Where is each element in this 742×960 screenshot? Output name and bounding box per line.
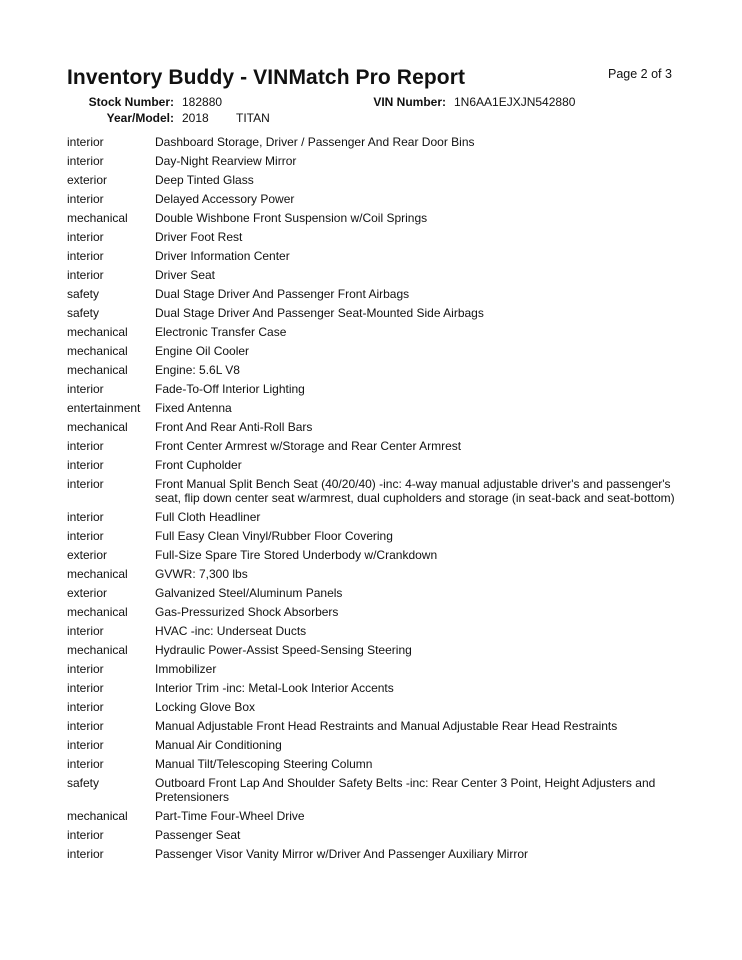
- feature-description: Full Cloth Headliner: [155, 510, 261, 524]
- feature-row: [67, 546, 697, 565]
- year-model-row: [0, 111, 742, 127]
- feature-category: safety: [67, 287, 100, 301]
- feature-description: Delayed Accessory Power: [155, 192, 295, 206]
- feature-row: [67, 285, 697, 304]
- feature-description: Full Easy Clean Vinyl/Rubber Floor Covering: [155, 529, 393, 543]
- feature-description: Fade-To-Off Interior Lighting: [155, 382, 305, 396]
- feature-category: interior: [67, 681, 104, 695]
- feature-description: Fixed Antenna: [155, 401, 232, 415]
- feature-category: interior: [67, 529, 104, 543]
- feature-row: [67, 755, 697, 774]
- feature-row: [67, 361, 697, 380]
- feature-description: Dashboard Storage, Driver / Passenger And Rear Door Bins: [155, 135, 475, 149]
- stock-number-row: [0, 95, 742, 111]
- feature-category: mechanical: [67, 325, 128, 339]
- feature-row: [67, 380, 697, 399]
- feature-category: interior: [67, 249, 104, 263]
- feature-category: mechanical: [67, 363, 128, 377]
- feature-category: exterior: [67, 173, 108, 187]
- feature-category: interior: [67, 624, 104, 638]
- feature-row: [67, 399, 697, 418]
- feature-row: [67, 736, 697, 755]
- feature-description: Galvanized Steel/Aluminum Panels: [155, 586, 343, 600]
- feature-row: [67, 622, 697, 641]
- feature-category: interior: [67, 439, 104, 453]
- feature-row: [67, 679, 697, 698]
- model-value: TITAN: [236, 111, 270, 125]
- feature-row: [67, 228, 697, 247]
- feature-row: [67, 641, 697, 660]
- feature-row: [67, 152, 697, 171]
- feature-description: Deep Tinted Glass: [155, 173, 254, 187]
- feature-category: interior: [67, 192, 104, 206]
- feature-row: [67, 190, 697, 209]
- feature-description: Manual Tilt/Telescoping Steering Column: [155, 757, 373, 771]
- feature-row: [67, 508, 697, 527]
- feature-category: safety: [67, 776, 100, 790]
- feature-description: Driver Seat: [155, 268, 216, 282]
- feature-description: Interior Trim -inc: Metal-Look Interior Accents: [155, 681, 394, 695]
- feature-row: [67, 845, 697, 864]
- feature-category: interior: [67, 700, 104, 714]
- feature-description: Locking Glove Box: [155, 700, 256, 714]
- feature-category: interior: [67, 477, 104, 491]
- feature-row: [67, 584, 697, 603]
- feature-description: Day-Night Rearview Mirror: [155, 154, 297, 168]
- feature-category: exterior: [67, 548, 108, 562]
- feature-category: mechanical: [67, 211, 128, 225]
- vin-number-value: 1N6AA1EJXJN542880: [454, 95, 576, 109]
- feature-category: interior: [67, 458, 104, 472]
- feature-category: interior: [67, 154, 104, 168]
- feature-category: safety: [67, 306, 100, 320]
- feature-description: Front Cupholder: [155, 458, 242, 472]
- feature-row: [67, 209, 697, 228]
- feature-description: Dual Stage Driver And Passenger Front Airbags: [155, 287, 410, 301]
- feature-description: GVWR: 7,300 lbs: [155, 567, 248, 581]
- feature-category: interior: [67, 135, 104, 149]
- feature-row: [67, 437, 697, 456]
- feature-category: interior: [67, 268, 104, 282]
- feature-row: [67, 247, 697, 266]
- feature-description: Manual Air Conditioning: [155, 738, 282, 752]
- feature-category: interior: [67, 757, 104, 771]
- feature-row: [67, 717, 697, 736]
- stock-number-label: Stock Number:: [88, 95, 174, 109]
- feature-description: Front And Rear Anti-Roll Bars: [155, 420, 313, 434]
- feature-description: Double Wishbone Front Suspension w/Coil Springs: [155, 211, 428, 225]
- feature-description: Manual Adjustable Front Head Restraints and Manual Adjustable Rear Head Restraints: [155, 719, 618, 733]
- feature-description: Part-Time Four-Wheel Drive: [155, 809, 305, 823]
- feature-category: interior: [67, 382, 104, 396]
- feature-row: [67, 660, 697, 679]
- feature-row: [67, 565, 697, 584]
- feature-row: [67, 807, 697, 826]
- feature-category: interior: [67, 510, 104, 524]
- feature-category: entertainment: [67, 401, 141, 415]
- feature-description: Engine: 5.6L V8: [155, 363, 240, 377]
- feature-row: [67, 475, 697, 508]
- feature-row: [67, 456, 697, 475]
- feature-row: [67, 304, 697, 323]
- feature-description: Immobilizer: [155, 662, 217, 676]
- feature-description: Front Center Armrest w/Storage and Rear Center Armrest: [155, 439, 462, 453]
- feature-row: [67, 418, 697, 437]
- feature-category: interior: [67, 662, 104, 676]
- feature-row: [67, 342, 697, 361]
- feature-description: Hydraulic Power-Assist Speed-Sensing Steering: [155, 643, 412, 657]
- feature-row: [67, 698, 697, 717]
- feature-category: mechanical: [67, 643, 128, 657]
- feature-row: [67, 266, 697, 285]
- feature-row: [67, 774, 697, 807]
- feature-category: mechanical: [67, 344, 128, 358]
- page-number: Page 2 of 3: [608, 67, 672, 81]
- feature-list: [67, 133, 697, 864]
- feature-category: interior: [67, 828, 104, 842]
- feature-category: interior: [67, 230, 104, 244]
- feature-description: Electronic Transfer Case: [155, 325, 287, 339]
- year-value: 2018: [182, 111, 209, 125]
- feature-category: mechanical: [67, 567, 128, 581]
- feature-description: Driver Information Center: [155, 249, 290, 263]
- feature-description: Engine Oil Cooler: [155, 344, 250, 358]
- feature-description: Front Manual Split Bench Seat (40/20/40) -inc: 4-way manual adjustable driver's and passenger's seat, flip down center seat w/armrest, dual cupholders and storage (in seat-back and seat-bottom): [155, 477, 675, 505]
- feature-category: interior: [67, 847, 104, 861]
- stock-number-value: 182880: [182, 95, 223, 109]
- feature-row: [67, 323, 697, 342]
- feature-row: [67, 603, 697, 622]
- feature-category: exterior: [67, 586, 108, 600]
- feature-row: [67, 826, 697, 845]
- feature-row: [67, 171, 697, 190]
- feature-category: mechanical: [67, 420, 128, 434]
- feature-category: interior: [67, 738, 104, 752]
- feature-description: HVAC -inc: Underseat Ducts: [155, 624, 307, 638]
- feature-description: Passenger Visor Vanity Mirror w/Driver And Passenger Auxiliary Mirror: [155, 847, 529, 861]
- feature-row: [67, 133, 697, 152]
- feature-description: Full-Size Spare Tire Stored Underbody w/Crankdown: [155, 548, 438, 562]
- feature-row: [67, 527, 697, 546]
- report-title: Inventory Buddy - VINMatch Pro Report: [67, 66, 466, 89]
- feature-description: Driver Foot Rest: [155, 230, 243, 244]
- vin-number-label: VIN Number:: [373, 95, 446, 109]
- feature-category: interior: [67, 719, 104, 733]
- feature-description: Outboard Front Lap And Shoulder Safety Belts -inc: Rear Center 3 Point, Height Adjusters and Pretensioners: [155, 776, 656, 804]
- feature-description: Passenger Seat: [155, 828, 241, 842]
- feature-category: mechanical: [67, 809, 128, 823]
- feature-description: Dual Stage Driver And Passenger Seat-Mounted Side Airbags: [155, 306, 484, 320]
- year-model-label: Year/Model:: [106, 111, 174, 125]
- feature-category: mechanical: [67, 605, 128, 619]
- feature-description: Gas-Pressurized Shock Absorbers: [155, 605, 339, 619]
